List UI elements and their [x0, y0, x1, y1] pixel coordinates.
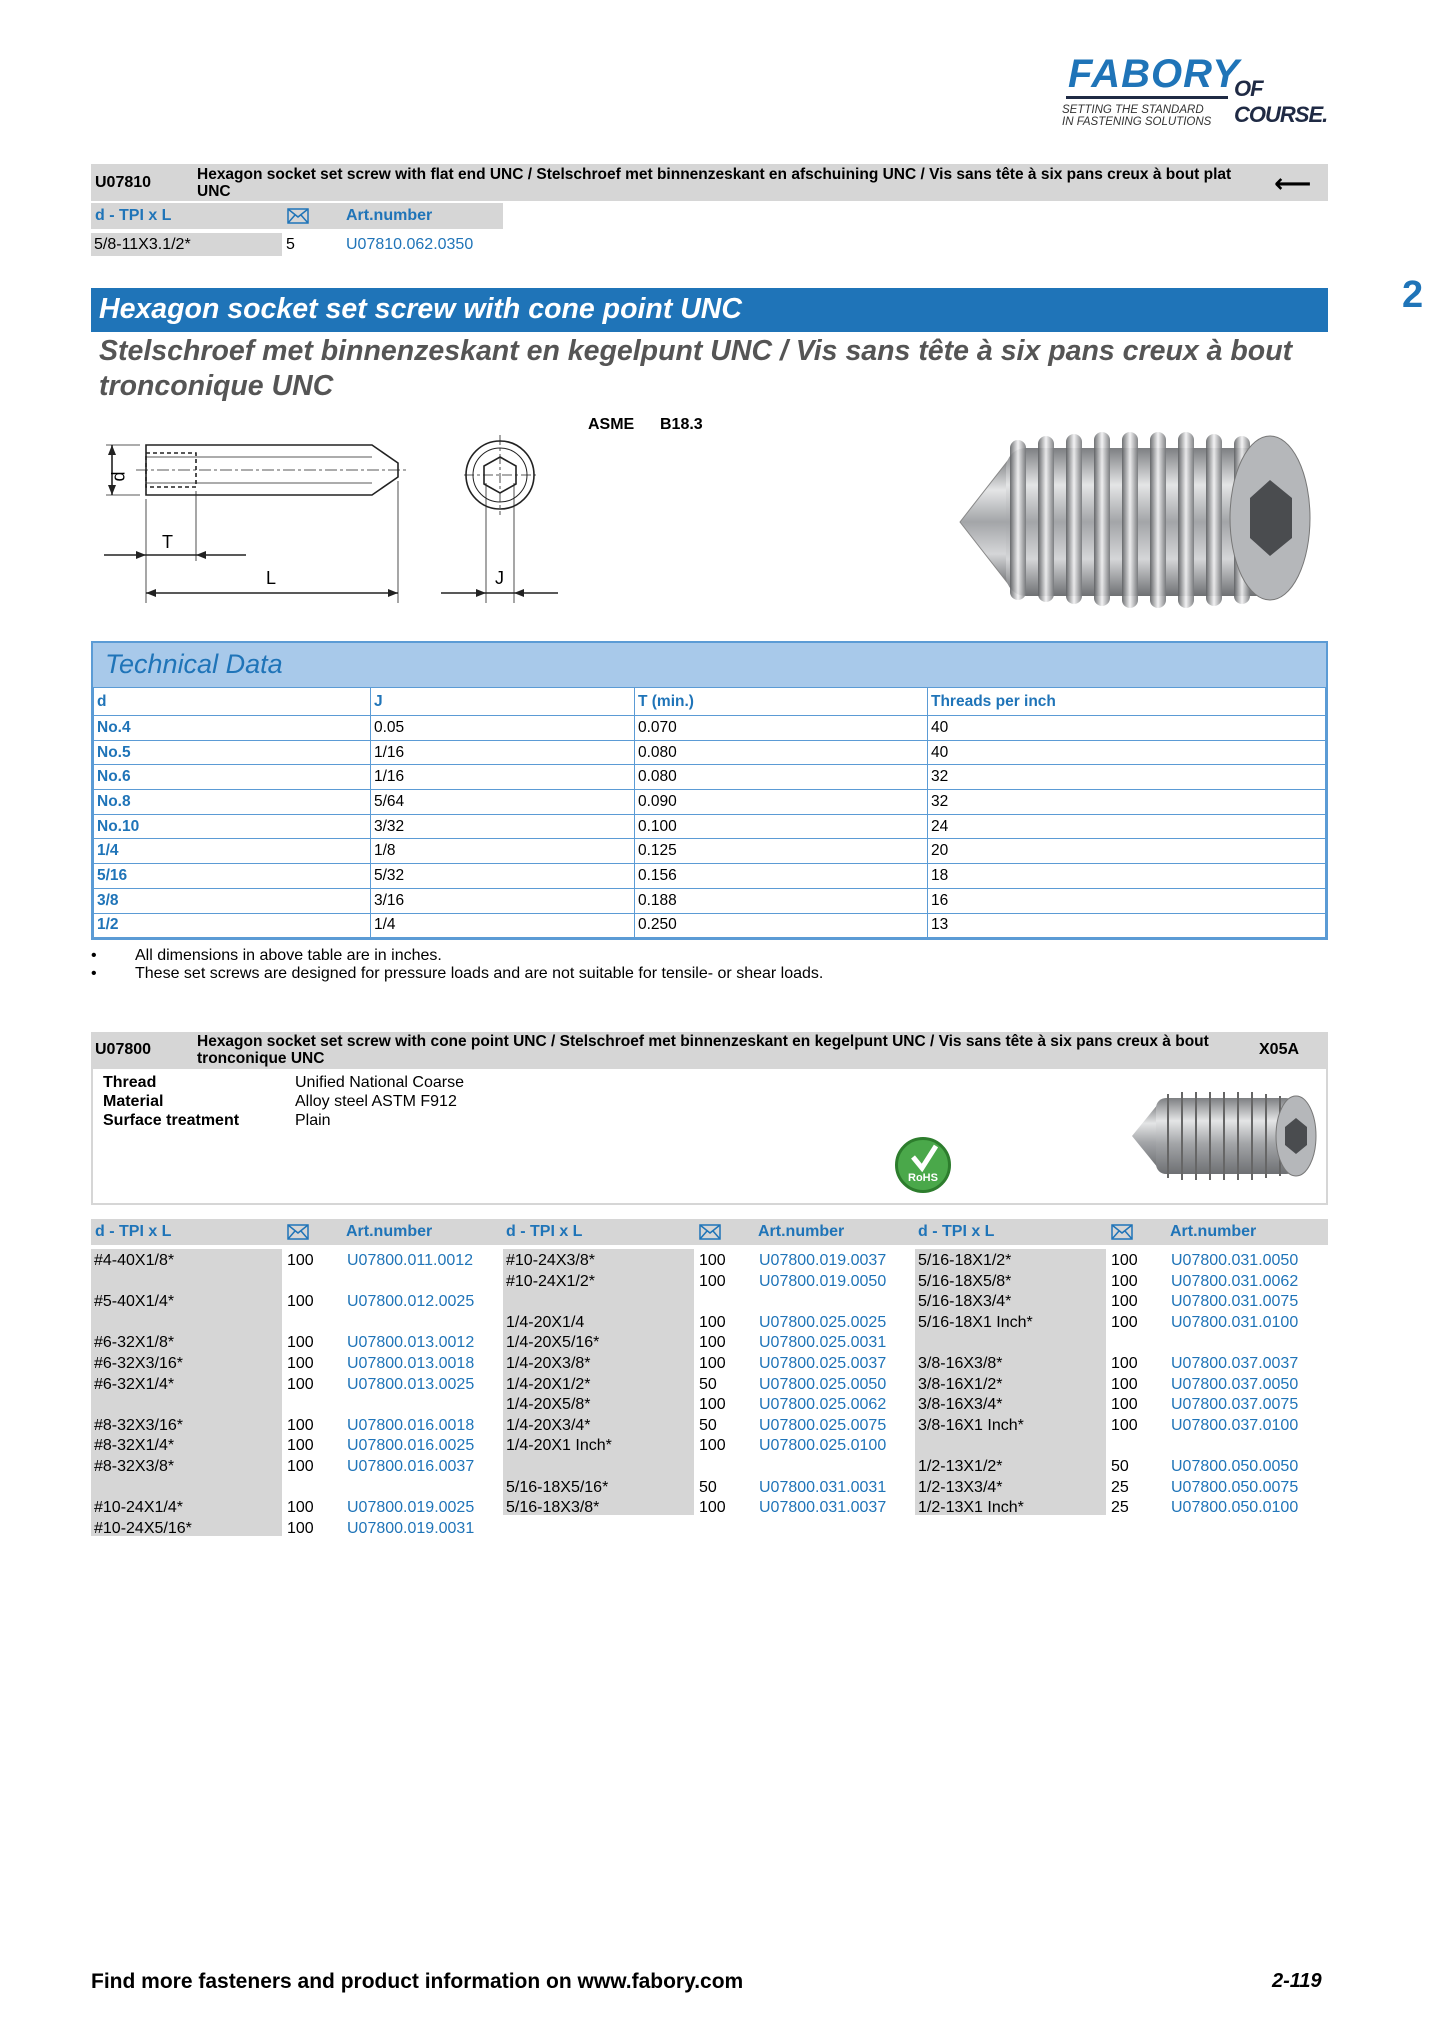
cell-j: 5/64 — [371, 790, 635, 815]
prev-item-description: Hexagon socket set screw with flat end UNC / Stelschroef met binnenzeskant en afschuining UNC / Vis sans tête à six pans creux à bout plat UNC — [197, 166, 1232, 200]
back-arrow-icon[interactable]: ⟵ — [1274, 168, 1312, 198]
article-qty: 100 — [1111, 1272, 1138, 1290]
article-number-link[interactable]: U07800.031.0075 — [1171, 1293, 1299, 1311]
article-size: 1/4-20X1/4 — [506, 1313, 585, 1331]
cell-j: 1/16 — [371, 765, 635, 790]
item-header — [91, 1032, 1328, 1067]
rohs-label: RoHS — [908, 1172, 938, 1184]
article-size: #10-24X3/8* — [506, 1252, 595, 1269]
article-size: 1/4-20X1/2* — [506, 1375, 591, 1393]
cell-j: 0.05 — [371, 716, 635, 741]
table-row — [94, 765, 1326, 790]
article-qty: 50 — [699, 1478, 717, 1496]
article-qty: 50 — [699, 1416, 717, 1434]
page-number: 2-119 — [1272, 1970, 1322, 1992]
article-qty: 100 — [1111, 1293, 1138, 1311]
col-art: Art.number — [1170, 1223, 1257, 1240]
article-size: 3/8-16X3/4* — [918, 1396, 1003, 1414]
cell-tpi: 16 — [928, 888, 1326, 913]
article-qty: 50 — [1111, 1458, 1129, 1475]
article-qty: 100 — [699, 1396, 726, 1414]
article-number-link[interactable]: U07800.025.0050 — [759, 1375, 887, 1393]
col-art: Art.number — [346, 1223, 433, 1240]
article-size: #8-32X1/4* — [94, 1437, 175, 1455]
dim-d-label: d — [108, 471, 129, 482]
technical-data-box — [91, 641, 1328, 940]
article-qty: 100 — [1111, 1313, 1138, 1331]
cell-t: 0.188 — [635, 888, 928, 913]
col-size: d - TPI x L — [95, 1223, 172, 1240]
logo-suffix: OF COURSE. — [1234, 76, 1328, 127]
article-qty: 100 — [287, 1293, 314, 1311]
logo-underline — [1066, 96, 1228, 99]
cell-j: 5/32 — [371, 864, 635, 889]
cell-tpi: 32 — [928, 765, 1326, 790]
article-size: 3/8-16X1 Inch* — [918, 1416, 1024, 1434]
col-size: d - TPI x L — [506, 1223, 583, 1240]
col-size: d - TPI x L — [95, 207, 172, 224]
table-row — [94, 790, 1326, 815]
article-qty: 100 — [699, 1272, 726, 1290]
cell-d: 3/8 — [94, 888, 371, 913]
article-number-link[interactable]: U07800.013.0025 — [347, 1375, 475, 1393]
article-qty: 100 — [287, 1458, 314, 1475]
cell-j: 1/4 — [371, 913, 635, 938]
envelope-icon — [287, 1224, 309, 1240]
article-size: 1/4-20X5/16* — [506, 1334, 600, 1352]
article-size: #8-32X3/8* — [94, 1458, 175, 1475]
article-qty: 100 — [699, 1437, 726, 1455]
article-number-link[interactable]: U07800.031.0062 — [1171, 1272, 1299, 1290]
prev-qty: 5 — [286, 236, 295, 253]
technical-drawing — [96, 425, 576, 610]
set-screw-thumbnail — [1128, 1082, 1318, 1188]
cell-d: 1/2 — [94, 913, 371, 938]
cell-d: No.8 — [94, 790, 371, 815]
article-qty: 100 — [287, 1416, 314, 1434]
article-qty: 100 — [1111, 1375, 1138, 1393]
article-size: #10-24X1/2* — [506, 1272, 595, 1290]
table-row — [94, 864, 1326, 889]
cell-j: 3/16 — [371, 888, 635, 913]
article-qty: 100 — [699, 1334, 726, 1352]
article-qty: 100 — [1111, 1416, 1138, 1434]
article-number-link[interactable]: U07800.025.0025 — [759, 1313, 887, 1331]
article-number-link[interactable]: U07800.050.0075 — [1171, 1478, 1299, 1496]
article-qty: 25 — [1111, 1499, 1129, 1517]
article-number-link[interactable]: U07800.037.0050 — [1171, 1375, 1299, 1393]
table-row — [94, 913, 1326, 938]
article-number-link[interactable]: U07800.016.0025 — [347, 1437, 475, 1455]
cell-tpi: 18 — [928, 864, 1326, 889]
article-size: 5/16-18X5/16* — [506, 1478, 609, 1496]
col-size: d - TPI x L — [918, 1223, 995, 1240]
cell-t: 0.070 — [635, 716, 928, 741]
article-number-link[interactable]: U07800.025.0031 — [759, 1334, 887, 1352]
list-header-3 — [915, 1219, 1328, 1245]
envelope-icon — [699, 1224, 721, 1240]
cell-tpi: 40 — [928, 740, 1326, 765]
page-title: Hexagon socket set screw with cone point UNC — [99, 293, 742, 325]
article-number-link[interactable]: U07800.037.0100 — [1171, 1416, 1299, 1434]
article-number-link[interactable]: U07800.019.0037 — [759, 1252, 887, 1269]
note-item: • These set screws are designed for pressure loads and are not suitable for tensile- or shear loads. — [91, 965, 823, 983]
article-number-link[interactable]: U07800.025.0037 — [759, 1355, 887, 1372]
article-number-link[interactable]: U07800.025.0075 — [759, 1416, 887, 1434]
table-header-row — [94, 688, 1326, 716]
table-row — [94, 716, 1326, 741]
cell-tpi: 20 — [928, 839, 1326, 864]
prev-size: 5/8-11X3.1/2* — [94, 236, 191, 253]
prop-value-surface: Plain — [295, 1112, 331, 1129]
article-qty: 100 — [1111, 1396, 1138, 1414]
cell-t: 0.100 — [635, 814, 928, 839]
dim-t-label: T — [162, 532, 173, 552]
article-size: #6-32X1/8* — [94, 1334, 175, 1352]
table-row — [94, 740, 1326, 765]
article-number-link[interactable]: U07800.019.0025 — [347, 1499, 475, 1517]
cell-d: 1/4 — [94, 839, 371, 864]
chapter-number: 2 — [1402, 274, 1424, 316]
article-number-link[interactable]: U07800.031.0050 — [1171, 1252, 1299, 1269]
article-size: #6-32X3/16* — [94, 1355, 183, 1372]
cell-tpi: 24 — [928, 814, 1326, 839]
th-t-min: T (min.) — [635, 688, 928, 716]
prop-label-surface: Surface treatment — [103, 1112, 240, 1129]
title-bar — [91, 288, 1328, 332]
article-size: 1/2-13X1/2* — [918, 1458, 1003, 1475]
col-art: Art.number — [758, 1223, 845, 1240]
fabory-logo — [1062, 52, 1352, 132]
envelope-icon — [1111, 1224, 1133, 1240]
article-number-link[interactable]: U07800.025.0062 — [759, 1396, 887, 1414]
cell-d: No.5 — [94, 740, 371, 765]
article-qty: 100 — [287, 1252, 314, 1269]
article-size: 1/2-13X1 Inch* — [918, 1499, 1024, 1517]
prop-value-material: Alloy steel ASTM F912 — [295, 1093, 457, 1110]
cell-j: 3/32 — [371, 814, 635, 839]
article-qty: 100 — [1111, 1355, 1138, 1372]
article-qty: 100 — [699, 1313, 726, 1331]
table-row — [94, 814, 1326, 839]
article-number-link[interactable]: U07800.012.0025 — [347, 1293, 475, 1311]
article-qty: 100 — [287, 1499, 314, 1517]
cell-t: 0.250 — [635, 913, 928, 938]
prop-label-material: Material — [103, 1093, 164, 1110]
article-size: 1/4-20X3/4* — [506, 1416, 591, 1434]
cell-j: 1/8 — [371, 839, 635, 864]
article-qty: 100 — [287, 1334, 314, 1352]
table-row — [94, 839, 1326, 864]
cell-t: 0.090 — [635, 790, 928, 815]
cell-tpi: 32 — [928, 790, 1326, 815]
article-size: #4-40X1/8* — [94, 1252, 175, 1269]
technical-data-header — [93, 643, 1326, 687]
article-size: 3/8-16X1/2* — [918, 1375, 1003, 1393]
article-number-link[interactable]: U07800.025.0100 — [759, 1437, 887, 1455]
article-size: 5/16-18X1/2* — [918, 1252, 1012, 1269]
note-item: • All dimensions in above table are in inches. — [91, 947, 823, 965]
article-qty: 50 — [699, 1375, 717, 1393]
prop-label-thread: Thread — [103, 1074, 157, 1091]
cell-t: 0.156 — [635, 864, 928, 889]
article-size: 5/16-18X3/8* — [506, 1499, 600, 1517]
article-size: 5/16-18X3/4* — [918, 1293, 1012, 1311]
table-row — [94, 888, 1326, 913]
item-ref: X05A — [1259, 1041, 1300, 1058]
checkmark-icon — [910, 1144, 938, 1172]
article-qty: 100 — [699, 1499, 726, 1517]
article-number-link[interactable]: U07800.050.0100 — [1171, 1499, 1299, 1517]
article-qty: 100 — [287, 1437, 314, 1455]
list-header-2 — [503, 1219, 915, 1245]
rohs-badge — [895, 1137, 951, 1193]
article-qty: 25 — [1111, 1478, 1129, 1496]
prev-art-link[interactable]: U07810.062.0350 — [346, 236, 474, 253]
article-size: 5/16-18X1 Inch* — [918, 1313, 1033, 1331]
article-number-link[interactable]: U07800.031.0100 — [1171, 1313, 1299, 1331]
notes-list — [91, 947, 823, 983]
article-size: 1/4-20X1 Inch* — [506, 1437, 612, 1455]
article-qty: 100 — [699, 1252, 726, 1269]
footer-text: Find more fasteners and product information on www.fabory.com — [91, 1970, 744, 1993]
page-subtitle: Stelschroef met binnenzeskant en kegelpunt UNC / Vis sans tête à six pans creux à bout tronconique UNC — [99, 335, 1293, 402]
standard-value: B18.3 — [660, 416, 703, 433]
cell-tpi: 40 — [928, 716, 1326, 741]
list-header-1 — [91, 1219, 503, 1245]
article-qty: 100 — [699, 1355, 726, 1372]
logo-tagline: SETTING THE STANDARD IN FASTENING SOLUTIONS — [1062, 104, 1212, 128]
article-number-link[interactable]: U07800.019.0050 — [759, 1272, 887, 1290]
article-number-link[interactable]: U07800.016.0018 — [347, 1416, 475, 1434]
cell-tpi: 13 — [928, 913, 1326, 938]
article-qty: 100 — [287, 1519, 314, 1537]
item-code: U07800 — [95, 1041, 152, 1058]
cell-d: No.4 — [94, 716, 371, 741]
article-size: 3/8-16X3/8* — [918, 1355, 1003, 1372]
article-size: 1/4-20X3/8* — [506, 1355, 591, 1372]
article-number-link[interactable]: U07800.050.0050 — [1171, 1458, 1299, 1475]
article-size: #10-24X1/4* — [94, 1499, 183, 1517]
article-size: 5/16-18X5/8* — [918, 1272, 1012, 1290]
set-screw-image — [950, 418, 1330, 618]
article-size: #5-40X1/4* — [94, 1293, 175, 1311]
technical-data-table — [93, 687, 1326, 938]
envelope-icon — [287, 208, 309, 224]
article-number-link[interactable]: U07800.031.0037 — [759, 1499, 887, 1517]
article-size: #10-24X5/16* — [94, 1519, 192, 1537]
article-qty: 100 — [287, 1375, 314, 1393]
logo-brand: FABORY — [1068, 52, 1240, 96]
prev-item-column-header — [91, 203, 503, 229]
article-size: 1/2-13X3/4* — [918, 1478, 1003, 1496]
article-qty: 100 — [1111, 1252, 1138, 1269]
article-size: #6-32X1/4* — [94, 1375, 175, 1393]
article-number-link[interactable]: U07800.031.0031 — [759, 1478, 887, 1496]
article-number-link[interactable]: U07800.013.0018 — [347, 1355, 475, 1372]
article-size: 1/4-20X5/8* — [506, 1396, 591, 1414]
th-d: d — [94, 688, 371, 716]
article-qty: 100 — [287, 1355, 314, 1372]
article-number-link[interactable]: U07800.013.0012 — [347, 1334, 475, 1352]
article-number-link[interactable]: U07800.037.0037 — [1171, 1355, 1299, 1372]
article-size: #8-32X3/16* — [94, 1416, 183, 1434]
standard-label: ASME — [588, 416, 635, 433]
cell-j: 1/16 — [371, 740, 635, 765]
cell-d: No.10 — [94, 814, 371, 839]
prev-item-header — [91, 164, 1328, 201]
article-number-link[interactable]: U07800.019.0031 — [347, 1519, 475, 1537]
prop-value-thread: Unified National Coarse — [295, 1074, 464, 1091]
article-number-link[interactable]: U07800.016.0037 — [347, 1458, 475, 1475]
col-art: Art.number — [346, 207, 433, 224]
cell-d: 5/16 — [94, 864, 371, 889]
dim-l-label: L — [266, 568, 277, 588]
article-number-link[interactable]: U07800.037.0075 — [1171, 1396, 1299, 1414]
article-number-link[interactable]: U07800.011.0012 — [347, 1252, 474, 1269]
dim-j-label: J — [495, 568, 504, 588]
cell-d: No.6 — [94, 765, 371, 790]
cell-t: 0.080 — [635, 740, 928, 765]
prev-item-code: U07810 — [95, 174, 152, 191]
item-description: Hexagon socket set screw with cone point UNC / Stelschroef met binnenzeskant en kegelpunt UNC / Vis sans tête à six pans creux à bout tronconique UNC — [197, 1033, 1209, 1067]
cell-t: 0.080 — [635, 765, 928, 790]
cell-t: 0.125 — [635, 839, 928, 864]
technical-data-title: Technical Data — [105, 649, 283, 679]
th-j: J — [371, 688, 635, 716]
th-threads: Threads per inch — [928, 688, 1326, 716]
